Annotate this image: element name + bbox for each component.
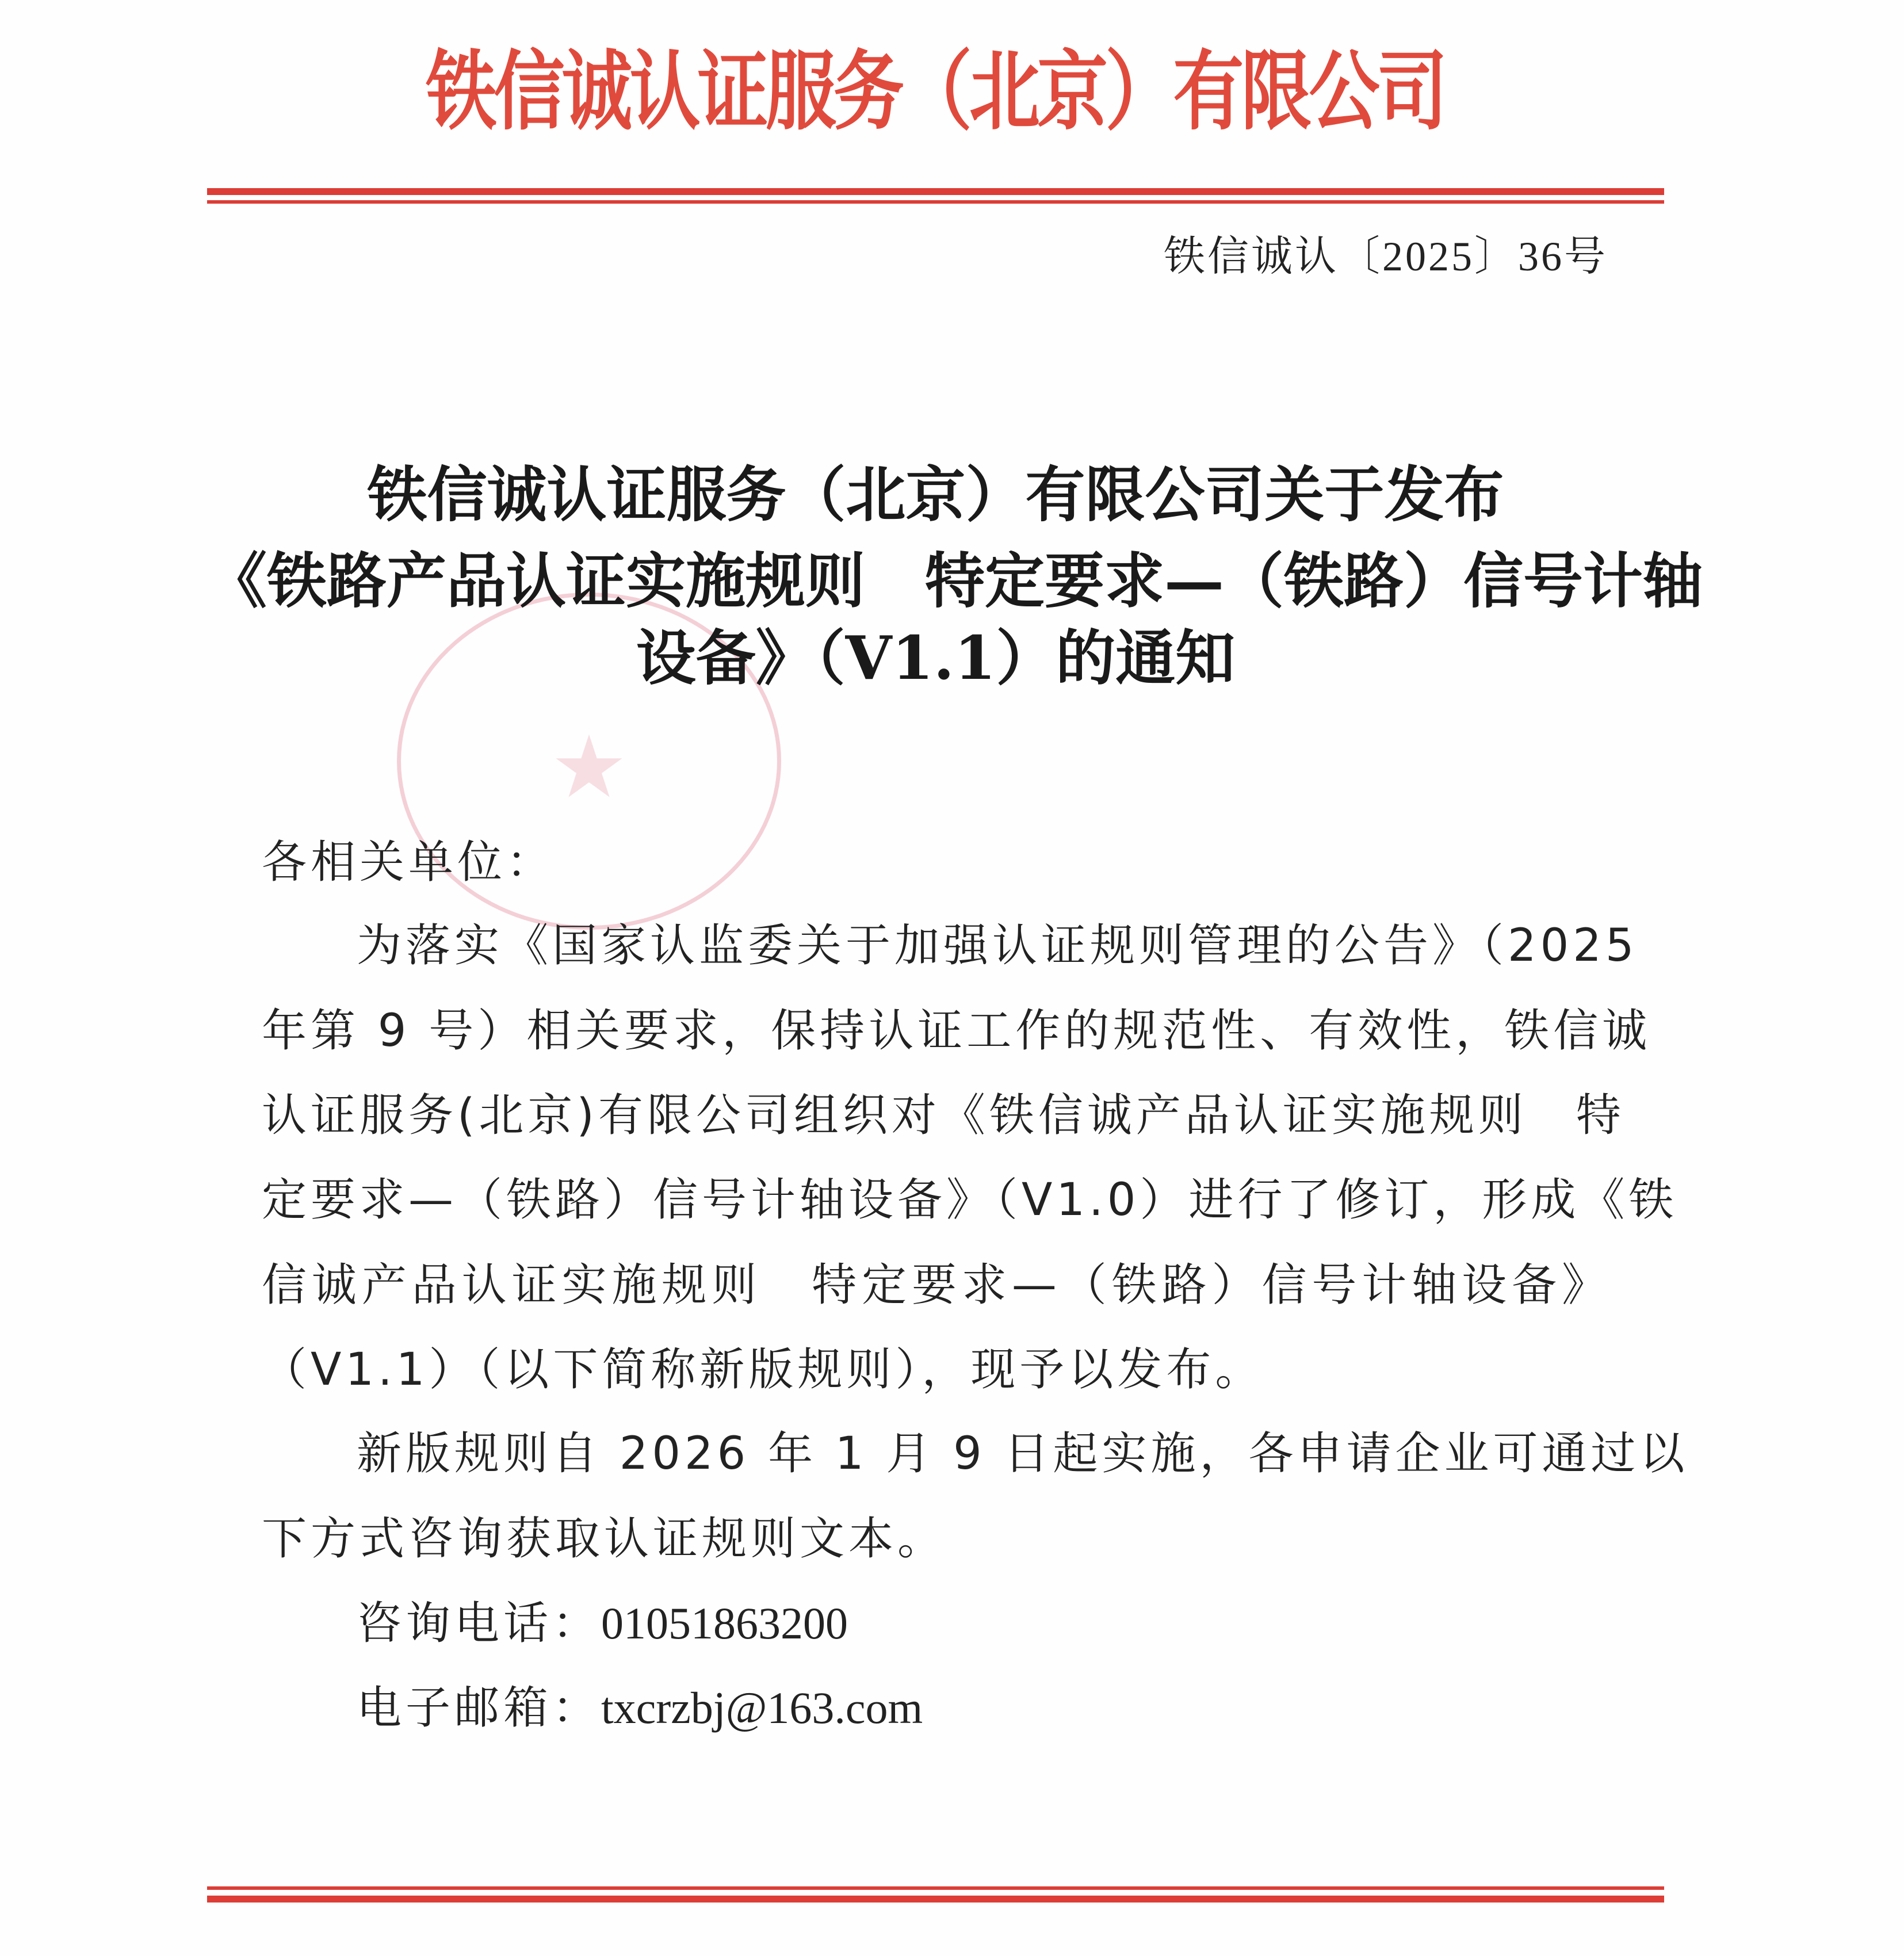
paragraph-1-line-6: （V1.1）（以下简称新版规则），现予以发布。 — [262, 1344, 1264, 1396]
letterhead — [207, 35, 1664, 150]
contact-email-address[interactable]: txcrzbj@163.com — [601, 1683, 923, 1733]
document-number: 铁信诚认〔2025〕36号 — [1163, 234, 1608, 280]
paragraph-1-line-3: 认证服务(北京)有限公司组织对《铁信诚产品认证实施规则 特 — [262, 1090, 1625, 1141]
paragraph-1-line-2: 年第 9 号）相关要求，保持认证工作的规范性、有效性，铁信诚 — [262, 1005, 1651, 1057]
paragraph-1-line-1: 为落实《国家认监委关于加强认证规则管理的公告》（2025 — [357, 920, 1638, 972]
paragraph-1-line-4: 定要求—（铁路）信号计轴设备》（V1.0）进行了修订，形成《铁 — [262, 1174, 1678, 1226]
seal-star-icon: ★ — [550, 717, 628, 818]
footer-rule-thick — [207, 1896, 1664, 1902]
contact-phone — [357, 1598, 1611, 1649]
contact-email — [357, 1682, 1611, 1734]
letterhead-rule-thin — [207, 200, 1664, 204]
footer-rule-thin — [207, 1886, 1664, 1890]
paragraph-1-line-5: 信诚产品认证实施规则 特定要求—（铁路）信号计轴设备》 — [262, 1259, 1611, 1311]
contact-phone-label: 咨询电话： — [357, 1598, 602, 1649]
notice-title-line-2: 《铁路产品认证实施规则 特定要求—（铁路）信号计轴 — [207, 545, 1703, 616]
paragraph-2-line-1: 新版规则自 2026 年 1 月 9 日起实施，各申请企业可通过以 — [357, 1428, 1689, 1480]
paragraph-2-line-2: 下方式咨询获取认证规则文本。 — [262, 1513, 947, 1565]
notice-title-line-1: 铁信诚认证服务（北京）有限公司关于发布 — [367, 459, 1504, 530]
letterhead-company-name: 铁信诚认证服务（北京）有限公司 — [426, 42, 1446, 142]
notice-title-line-3: 设备》（V1.1）的通知 — [636, 622, 1236, 693]
contact-phone-number[interactable]: 01051863200 — [601, 1598, 848, 1648]
salutation: 各相关单位： — [262, 836, 556, 888]
contact-email-label: 电子邮箱： — [357, 1682, 602, 1734]
letterhead-rule-thick — [207, 188, 1664, 195]
